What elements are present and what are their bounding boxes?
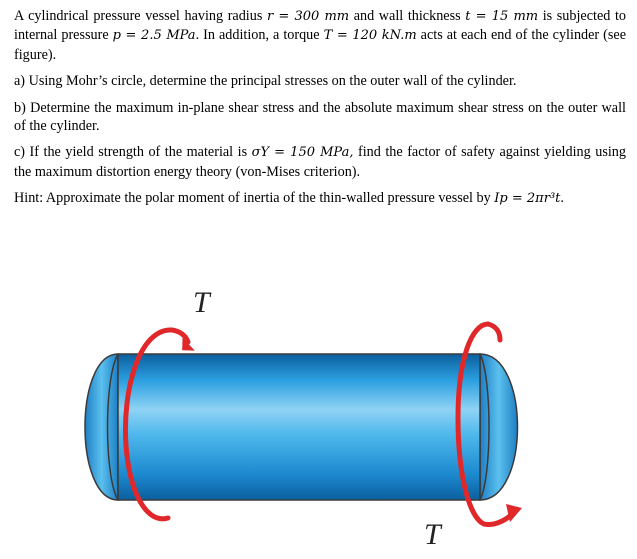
part-c-text-2: find the factor of safety against yielding using the maximum distortion energy theory (von-Mises criterion). bbox=[14, 144, 626, 180]
hint-text-1: Hint: Approximate the polar moment of inertia of the thin-walled pressure vessel by bbox=[14, 190, 495, 207]
intro-text-5: acts at each end of the cylinder (see figure). bbox=[14, 27, 627, 63]
polar-moment-expression: Ip = 2πr³t bbox=[494, 191, 561, 207]
left-end-cap bbox=[85, 354, 118, 500]
part-c bbox=[14, 143, 626, 181]
vessel-drawing bbox=[60, 268, 560, 553]
intro-text-2: and wall thickness bbox=[349, 8, 466, 24]
hint bbox=[14, 189, 626, 208]
cylinder-body bbox=[118, 354, 480, 500]
yield-strength-expression: σY = 150 MPa, bbox=[251, 145, 354, 161]
torque-label-bottom: T bbox=[424, 518, 441, 551]
part-b: b) Determine the maximum in-plane shear stress and the absolute maximum shear stress on the outer wall of the cylinder. bbox=[14, 99, 626, 135]
part-c-text-1: c) If the yield strength of the material is bbox=[14, 144, 252, 161]
thickness-expression: t = 15 mm bbox=[465, 9, 539, 24]
pressure-expression: p = 2.5 MPa bbox=[112, 28, 196, 44]
torque-expression: T = 120 kN.m bbox=[323, 28, 417, 44]
pressure-vessel-figure bbox=[60, 268, 560, 553]
problem-statement bbox=[14, 7, 626, 217]
radius-expression: r = 300 mm bbox=[266, 9, 350, 24]
intro-text-1: A cylindrical pressure vessel having radius bbox=[14, 8, 267, 24]
intro-paragraph bbox=[14, 7, 626, 64]
intro-text-4: . In addition, a torque bbox=[195, 27, 324, 44]
intro-text-3: is subjected to internal pressure bbox=[14, 8, 626, 44]
hint-text-2: . bbox=[560, 190, 564, 207]
part-a: a) Using Mohr’s circle, determine the principal stresses on the outer wall of the cylinder. bbox=[14, 73, 517, 90]
torque-label-top: T bbox=[193, 286, 210, 319]
